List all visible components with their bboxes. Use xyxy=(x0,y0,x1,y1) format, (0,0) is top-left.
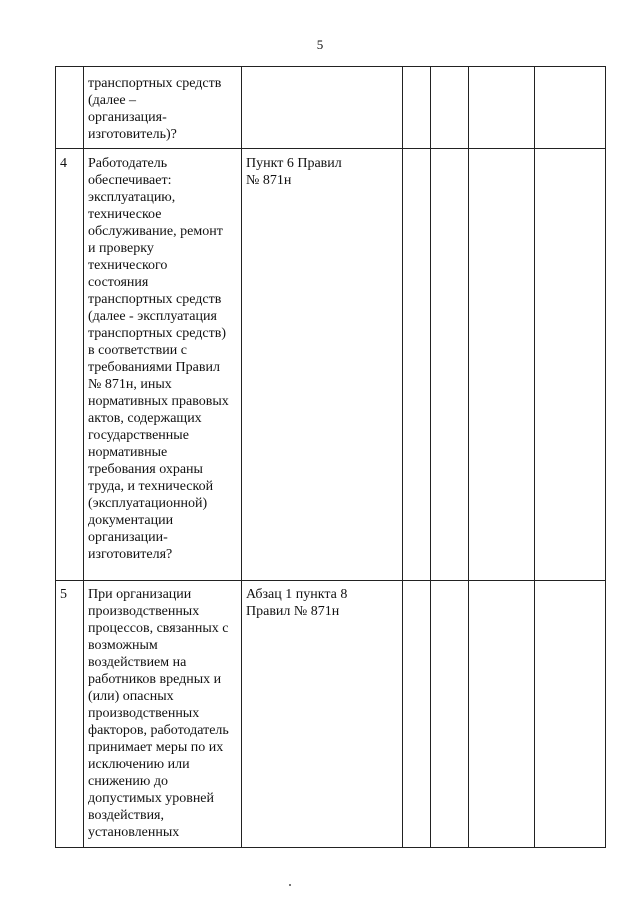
answer-cell xyxy=(535,581,606,848)
answer-cell xyxy=(535,67,606,149)
answer-cell xyxy=(469,581,535,848)
answer-cell xyxy=(469,149,535,581)
question-cell xyxy=(84,581,242,848)
question-cell xyxy=(84,67,242,149)
reference-text: Абзац 1 пункта 8 Правил № 871н xyxy=(246,587,348,619)
reference-cell xyxy=(242,67,403,149)
reference-cell xyxy=(242,149,403,581)
table-row xyxy=(56,581,606,848)
answer-cell xyxy=(403,581,431,848)
question-cell xyxy=(84,149,242,581)
checklist-table xyxy=(55,66,606,848)
answer-cell xyxy=(403,149,431,581)
answer-cell xyxy=(431,149,469,581)
row-number xyxy=(56,67,84,149)
answer-cell xyxy=(431,67,469,149)
row-number: 4 xyxy=(56,149,84,581)
page-number: 5 xyxy=(316,37,324,52)
row-number: 5 xyxy=(56,581,84,848)
scan-speck xyxy=(289,884,291,886)
answer-cell xyxy=(469,67,535,149)
reference-text: Пункт 6 Правил № 871н xyxy=(246,156,342,188)
answer-cell xyxy=(431,581,469,848)
table-row xyxy=(56,149,606,581)
question-text: транспортных средств (далее – организация- изготовитель)? xyxy=(88,76,222,142)
question-text: При организации производственных процессов, связанных с возможным воздействием на работников вредных и (или) опасных производственных факторов, работодатель принимает меры по их исключению или снижению до допустимых уровней воздействия, установленных xyxy=(88,587,229,840)
answer-cell xyxy=(535,149,606,581)
question-text: Работодатель обеспечивает: эксплуатацию, техническое обслуживание, ремонт и проверку технического состояния транспортных средств (далее - эксплуатация транспортных средств) в соответствии с требованиями Правил № 871н, иных нормативных правовых актов, содержащих государственные нормативные требования охраны труда, и технической (эксплуатационной) документации организации- изготовителя? xyxy=(88,156,229,562)
answer-cell xyxy=(403,67,431,149)
table-row xyxy=(56,67,606,149)
reference-cell xyxy=(242,581,403,848)
